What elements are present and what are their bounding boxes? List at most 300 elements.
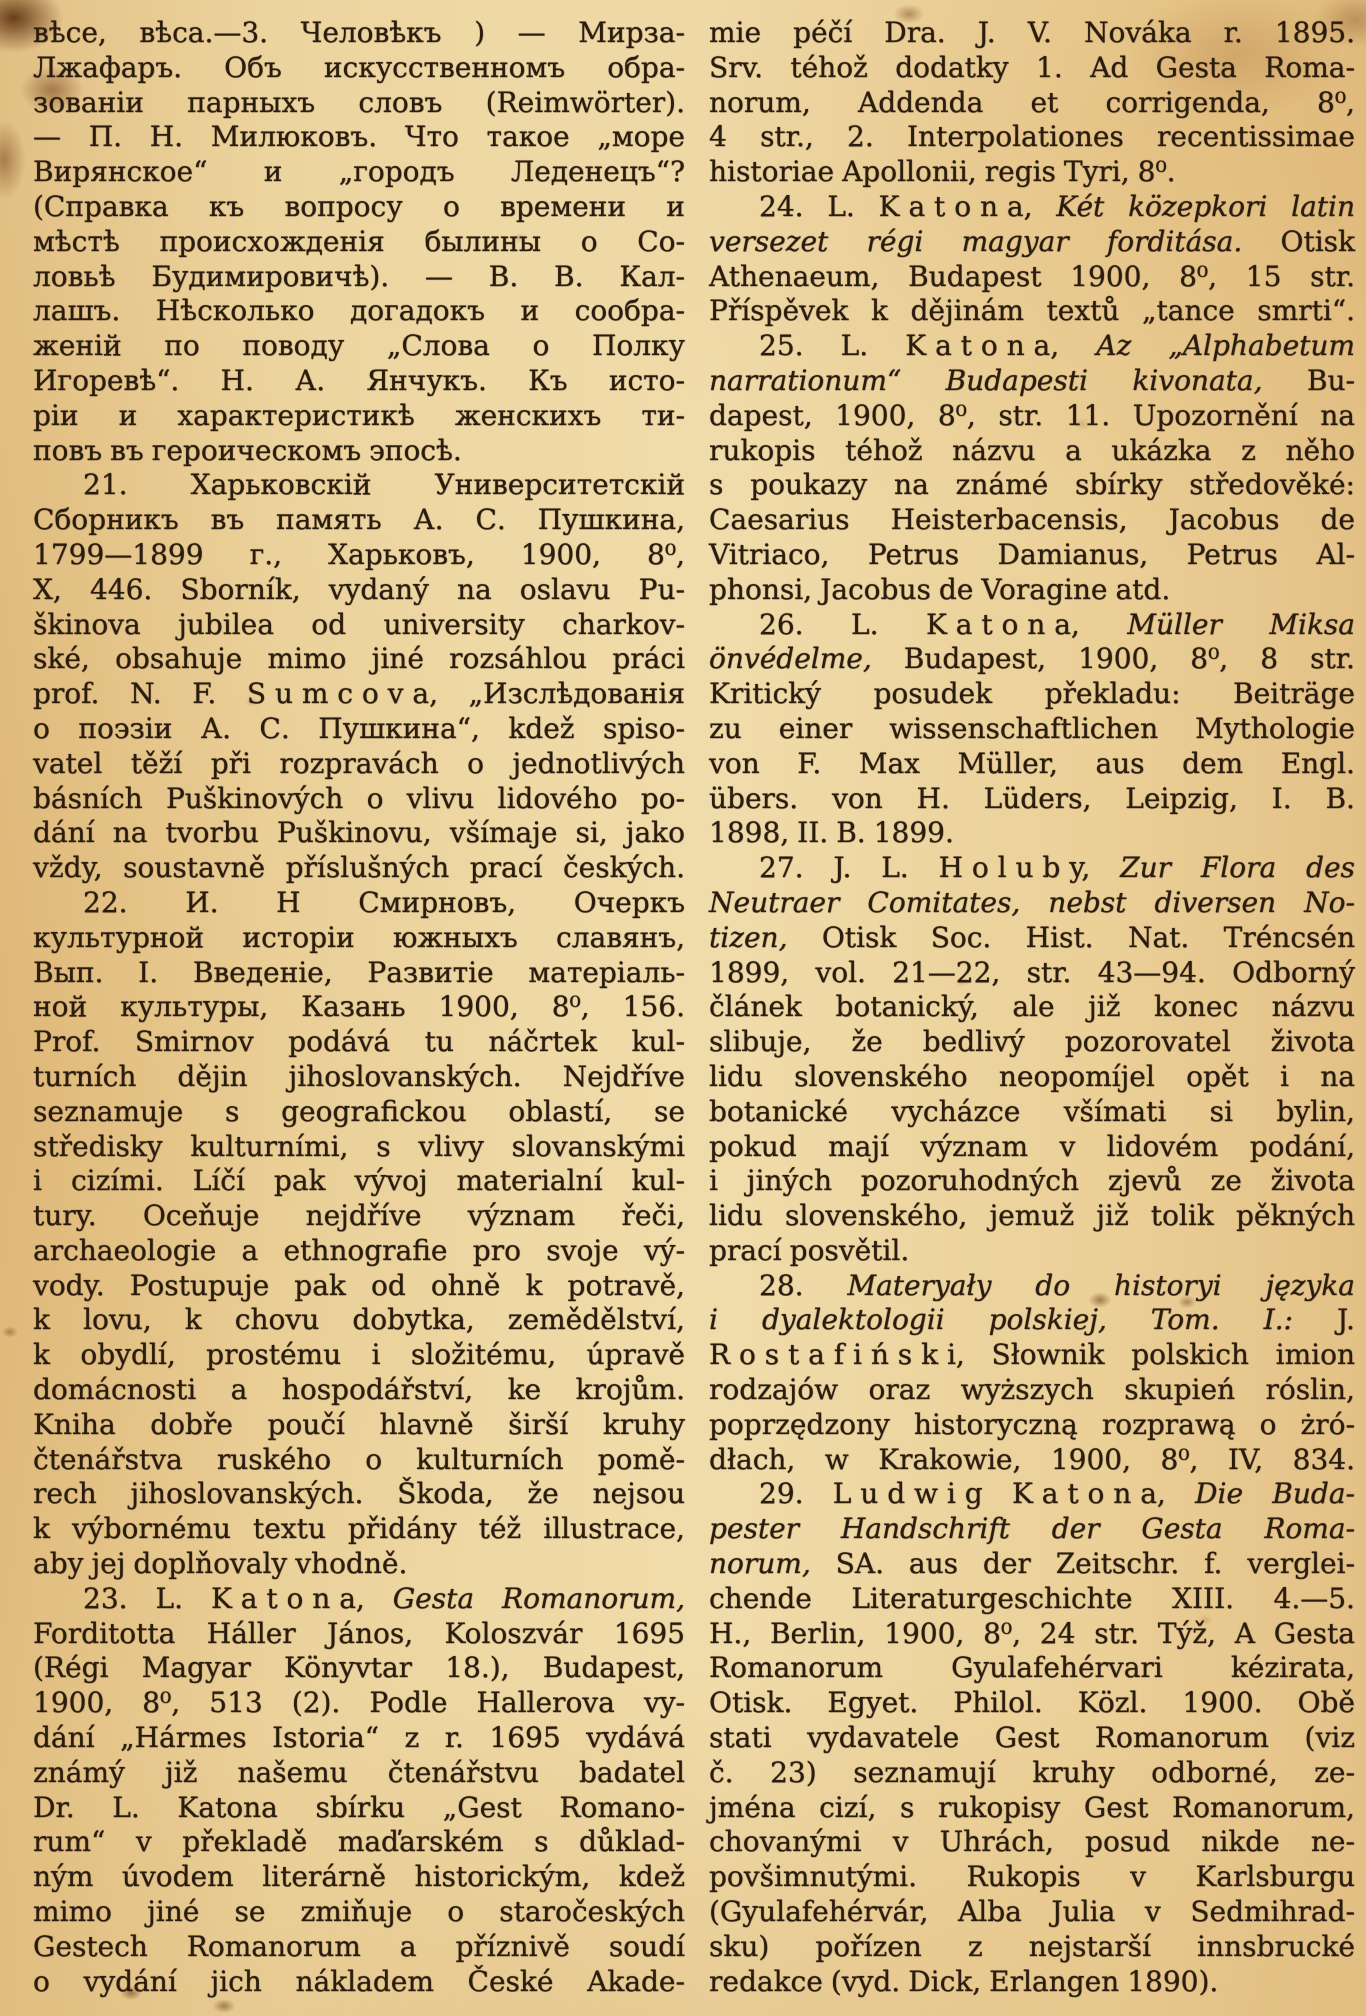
word: obydlí, xyxy=(80,1338,176,1372)
word: Philol. xyxy=(953,1686,1043,1720)
text-line xyxy=(709,1025,1355,1060)
word: L. xyxy=(851,607,879,641)
word: 8⁰, xyxy=(1179,259,1218,293)
word: českých. xyxy=(562,851,685,885)
text-line xyxy=(33,1686,685,1721)
word: Literaturgeschichte xyxy=(851,1581,1133,1615)
text-line xyxy=(709,86,1355,121)
word: podání, xyxy=(1249,1129,1355,1163)
word: Srv. xyxy=(709,50,763,84)
word: женскихъ xyxy=(454,398,602,432)
left-text-column xyxy=(33,16,685,1999)
word: Hist. xyxy=(1025,920,1094,954)
word: Леденецъ“? xyxy=(510,155,685,189)
word: Н. xyxy=(149,120,184,154)
word: se xyxy=(234,1895,266,1929)
word-italic: kivonata, xyxy=(1132,363,1263,397)
text-line xyxy=(33,1373,685,1408)
word: dłach, xyxy=(709,1442,796,1476)
word: Очеркъ xyxy=(573,885,685,919)
word: básních xyxy=(33,781,143,815)
word-italic: der xyxy=(1051,1512,1100,1546)
text-line xyxy=(33,329,685,364)
word: pak xyxy=(273,1164,326,1198)
word: А. xyxy=(200,711,231,745)
word: soudí xyxy=(608,1929,685,1963)
text-line xyxy=(709,608,1355,643)
word: Tréncsén xyxy=(1223,920,1355,954)
text-line xyxy=(33,1860,685,1895)
word: 2. xyxy=(847,120,874,154)
word: význam xyxy=(920,1129,1029,1163)
word: jména xyxy=(709,1790,796,1824)
word: вопросу xyxy=(284,189,403,223)
word: Введеніе, xyxy=(192,955,333,989)
word: Postupuje xyxy=(129,1268,270,1302)
word: vy- xyxy=(643,1686,685,1720)
word: о xyxy=(580,224,598,258)
word: oslavu xyxy=(519,572,611,606)
word: zemědělství, xyxy=(507,1303,685,1337)
word: Mythologie xyxy=(1195,711,1355,745)
word: rodzajów xyxy=(709,1373,839,1407)
text-line xyxy=(709,1234,1355,1269)
word: vydavatele xyxy=(807,1721,960,1755)
word: rech xyxy=(33,1477,97,1511)
word: i xyxy=(709,1164,718,1198)
text-line xyxy=(33,51,685,86)
word: i xyxy=(371,1338,381,1372)
word: о xyxy=(442,189,460,223)
word: Kritický xyxy=(709,677,821,711)
word: slovenského, xyxy=(785,1199,968,1233)
word: sku) xyxy=(709,1929,770,1963)
word: Gyulafehérvari xyxy=(951,1651,1163,1685)
word: 1900, xyxy=(1050,1442,1132,1476)
word: ze xyxy=(1210,1164,1242,1198)
word: mimo xyxy=(267,642,347,676)
word: Addenda xyxy=(857,85,984,119)
text-line xyxy=(33,1443,685,1478)
text-line xyxy=(33,816,685,851)
word: Ad xyxy=(1090,50,1129,84)
word: Petrus xyxy=(867,537,960,571)
word: Odborný xyxy=(1232,955,1355,989)
word: vlivy xyxy=(418,1129,484,1163)
word: 513 xyxy=(209,1686,263,1720)
word: vatel xyxy=(33,746,103,780)
word: Otisk xyxy=(821,920,897,954)
word: důklad- xyxy=(579,1825,685,1859)
word: вѣсе, xyxy=(33,16,107,49)
word: искусственномъ xyxy=(323,50,566,84)
word: botanické xyxy=(709,1094,848,1128)
word: spiso- xyxy=(602,711,685,745)
word: Игоревѣ“. xyxy=(33,363,180,397)
text-line xyxy=(709,677,1355,712)
word: Roma- xyxy=(1264,50,1355,84)
word: В. xyxy=(554,259,584,293)
word: 1900. xyxy=(1182,1686,1263,1720)
text-line xyxy=(33,294,685,329)
word: Казань xyxy=(301,990,406,1024)
word: мѣстѣ xyxy=(33,224,120,258)
word: Sborník, xyxy=(180,572,301,606)
word: chende xyxy=(709,1581,812,1615)
word: oraz xyxy=(868,1373,931,1407)
text-line xyxy=(709,851,1355,886)
word: phonsi, xyxy=(709,572,813,606)
word: N. xyxy=(130,677,162,711)
text-line xyxy=(709,1791,1355,1826)
word: Вирянское“ xyxy=(33,155,208,189)
word: róslin, xyxy=(1265,1373,1355,1407)
word: kézirata, xyxy=(1230,1651,1355,1685)
word: 1900, xyxy=(835,398,916,432)
text-line xyxy=(33,1756,685,1791)
word: И. xyxy=(185,885,219,919)
word: polskich xyxy=(1131,1338,1249,1372)
word: Egyet. xyxy=(827,1686,919,1720)
word: „море xyxy=(597,120,685,154)
word: Dr. xyxy=(33,1790,75,1824)
word: 1899. xyxy=(873,816,954,850)
word: K a t o n a, xyxy=(210,1581,365,1615)
text-line xyxy=(709,1512,1355,1547)
word: dějin xyxy=(177,1059,248,1093)
word: 1895. xyxy=(1274,16,1355,49)
word-italic: Materyały xyxy=(847,1268,992,1302)
word: v xyxy=(1059,1129,1076,1163)
text-line xyxy=(33,712,685,747)
word: Romanorum xyxy=(709,1651,884,1685)
word: (Reimwörter). xyxy=(485,85,685,119)
word: и xyxy=(118,398,138,432)
word: pomě- xyxy=(597,1442,685,1476)
word-italic: Müller xyxy=(1127,607,1222,641)
word: 1900, xyxy=(438,990,519,1024)
text-line xyxy=(33,747,685,782)
word: X, xyxy=(33,572,62,606)
word: kruhy xyxy=(602,1407,685,1441)
word: rukopis xyxy=(709,433,816,467)
word: R o s t a f i ń s k i, xyxy=(709,1338,965,1372)
word-italic: Handschrift xyxy=(840,1512,1010,1546)
word: s xyxy=(899,1790,915,1824)
word: vydání xyxy=(83,1964,177,1998)
word: str. xyxy=(1310,259,1355,293)
word: již xyxy=(164,1755,198,1789)
word: Romanorum, xyxy=(1172,1790,1355,1824)
word: Харьковскій xyxy=(190,468,372,502)
text-line xyxy=(709,434,1355,469)
text-line xyxy=(33,260,685,295)
word-italic: régi xyxy=(866,224,924,258)
word: str. xyxy=(1026,955,1072,989)
word: 23. xyxy=(83,1581,128,1615)
word: posvětil. xyxy=(789,1233,910,1267)
word: 18.), xyxy=(445,1651,510,1685)
text-line xyxy=(33,1930,685,1965)
word: pozorovatel xyxy=(1064,1025,1231,1059)
word: tolik xyxy=(1150,1199,1214,1233)
text-line xyxy=(33,155,685,190)
word: středisky xyxy=(33,1129,163,1163)
word-italic: Tom. xyxy=(1150,1303,1220,1337)
word: podává xyxy=(288,1025,391,1059)
text-line xyxy=(709,1756,1355,1791)
word-italic: magyar xyxy=(961,224,1069,258)
word: Romano- xyxy=(559,1790,685,1824)
text-line xyxy=(709,1443,1355,1478)
word: J. xyxy=(1336,1303,1355,1337)
word: že xyxy=(851,1025,883,1059)
word: Gest xyxy=(994,1721,1060,1755)
text-line xyxy=(33,1791,685,1826)
text-line xyxy=(33,503,685,538)
word: Athenaeum, xyxy=(709,259,880,293)
word: K a t o n a, xyxy=(925,607,1080,641)
word-italic: i xyxy=(709,1303,718,1337)
word: 8 xyxy=(1260,642,1279,676)
word: Petrus xyxy=(1186,537,1278,571)
word: dějinám xyxy=(910,294,1024,328)
word: wissenschaftlichen xyxy=(889,711,1159,745)
word: recentissimae xyxy=(1157,120,1355,154)
word: vhodně. xyxy=(295,1547,408,1581)
text-line xyxy=(33,86,685,121)
word: na xyxy=(456,572,492,606)
word: Вып. xyxy=(33,955,104,989)
word: zmiňuje xyxy=(300,1895,413,1929)
text-line xyxy=(33,1617,685,1652)
word: v xyxy=(135,1825,152,1859)
word: ohně xyxy=(430,1268,501,1302)
word: cizí, xyxy=(819,1790,877,1824)
word: 23) xyxy=(770,1755,817,1789)
word: str., xyxy=(760,120,814,154)
word: Университетскій xyxy=(434,468,685,502)
word: übers. xyxy=(709,781,799,815)
text-line xyxy=(709,642,1355,677)
text-line xyxy=(709,16,1355,51)
word: s xyxy=(224,1094,240,1128)
text-line xyxy=(709,921,1355,956)
word: IV, xyxy=(1227,1442,1264,1476)
word: v xyxy=(892,1825,909,1859)
word: F. xyxy=(192,677,217,711)
word: ethnografie xyxy=(283,1233,448,1267)
word: къ xyxy=(208,189,245,223)
word: поэзіи xyxy=(78,711,173,745)
word: lidu xyxy=(709,1059,763,1093)
text-line xyxy=(709,1617,1355,1652)
word: prací xyxy=(469,851,543,885)
word: tvorbu xyxy=(165,816,259,850)
word: při xyxy=(210,746,251,780)
word: Lüders, xyxy=(983,781,1092,815)
text-line xyxy=(709,190,1355,225)
word: historyczną xyxy=(913,1407,1078,1441)
word: našemu xyxy=(237,1755,348,1789)
word: 8⁰, xyxy=(142,1686,181,1720)
word: hlavně xyxy=(379,1407,474,1441)
word: bedlivý xyxy=(922,1025,1025,1059)
word: bylin, xyxy=(1276,1094,1355,1128)
word: historickým, xyxy=(414,1860,591,1894)
word: k xyxy=(33,1512,50,1546)
text-line xyxy=(33,1234,685,1269)
word: vý- xyxy=(643,1233,685,1267)
word: z xyxy=(1241,433,1256,467)
word: dobytka, xyxy=(352,1303,475,1337)
text-line xyxy=(709,1895,1355,1930)
word: vycházce xyxy=(891,1094,1021,1128)
word: Prof. xyxy=(33,1025,101,1059)
word: a xyxy=(1065,433,1082,467)
word: o xyxy=(447,1895,465,1929)
word: o xyxy=(33,1964,50,1998)
word: článek xyxy=(709,990,802,1024)
word: Karlsburgu xyxy=(1195,1860,1355,1894)
word: náčrtek xyxy=(488,1025,598,1059)
text-line xyxy=(709,1408,1355,1443)
word: k xyxy=(184,1303,202,1337)
word: že xyxy=(527,1477,559,1511)
word: догадокъ xyxy=(350,294,485,328)
word-italic: közepkori xyxy=(1128,189,1268,223)
word: Příspěvek xyxy=(709,294,849,328)
word: Budapest xyxy=(908,259,1042,293)
word: С. xyxy=(475,503,506,537)
word: Jacobus xyxy=(1168,503,1280,537)
word: nejsou xyxy=(592,1477,685,1511)
word: „Слова xyxy=(386,329,490,363)
word: dání xyxy=(33,1721,95,1755)
word: 8⁰, xyxy=(937,398,976,432)
word: slibuje, xyxy=(709,1025,812,1059)
text-line xyxy=(33,16,685,51)
word: Soc. xyxy=(930,920,992,954)
word: prof. xyxy=(33,677,100,711)
word: Nat. xyxy=(1127,920,1190,954)
word: 446. xyxy=(89,572,153,606)
word: Alba xyxy=(958,1895,1022,1929)
word: Лжафаръ. xyxy=(33,50,183,84)
text-line xyxy=(709,503,1355,538)
text-line xyxy=(33,1269,685,1304)
word: исто- xyxy=(608,363,685,397)
word: literárně xyxy=(262,1860,387,1894)
word-italic: Zur xyxy=(1120,851,1171,885)
word: škinova xyxy=(33,607,141,641)
word-italic: Miksa xyxy=(1269,607,1355,641)
word: Obě xyxy=(1297,1686,1355,1720)
word: der xyxy=(982,1547,1031,1581)
word: Könyvtar xyxy=(284,1651,413,1685)
word: ти- xyxy=(641,398,685,432)
text-line xyxy=(709,747,1355,782)
word: poučí xyxy=(267,1407,345,1441)
word: mají xyxy=(828,1129,889,1163)
word: jej xyxy=(91,1547,126,1581)
word: doplňovaly xyxy=(133,1547,288,1581)
word: 24 xyxy=(1039,1616,1076,1650)
text-line xyxy=(33,642,685,677)
word: А. xyxy=(295,363,326,397)
text-line xyxy=(33,886,685,921)
word: 1695 xyxy=(489,1721,561,1755)
word: chovanými xyxy=(709,1825,862,1859)
word: матеріаль- xyxy=(528,955,685,989)
word: (Régi xyxy=(33,1651,109,1685)
word: L. xyxy=(881,851,909,885)
word-italic: Romanorum, xyxy=(502,1581,685,1615)
word: Будимировичѣ). xyxy=(151,259,390,293)
word: Istoria“ xyxy=(272,1721,379,1755)
word-italic: diversen xyxy=(1154,885,1277,919)
word: 1695 xyxy=(613,1616,685,1650)
word: 25. xyxy=(759,329,804,363)
word-italic: latin xyxy=(1291,189,1355,223)
text-line xyxy=(33,1199,685,1234)
text-line xyxy=(709,1303,1355,1338)
word: въ xyxy=(210,503,245,537)
word: jubilea xyxy=(178,607,274,641)
text-line xyxy=(33,990,685,1025)
word: stati xyxy=(709,1721,772,1755)
word: такое xyxy=(486,120,570,154)
word: s xyxy=(376,1129,391,1163)
word: Podle xyxy=(369,1686,448,1720)
word-italic: Comitates, xyxy=(867,885,1021,919)
word: Közl. xyxy=(1077,1686,1148,1720)
word: str. xyxy=(998,398,1044,432)
text-line xyxy=(709,956,1355,991)
word: de xyxy=(1320,503,1355,537)
word: jednotlivých xyxy=(512,746,685,780)
text-line xyxy=(33,782,685,817)
text-line xyxy=(33,677,685,712)
word: 26. xyxy=(759,607,804,641)
word: opět xyxy=(1186,1059,1249,1093)
text-line xyxy=(709,399,1355,434)
word: jihoslovanských. xyxy=(288,1059,522,1093)
text-line xyxy=(33,434,685,469)
word: Н. xyxy=(220,363,254,397)
word: S u m c o v a, xyxy=(246,677,438,711)
word: 1890). xyxy=(1127,1964,1219,1998)
text-line xyxy=(33,1547,685,1582)
word: Полку xyxy=(591,329,685,363)
word: práci xyxy=(612,642,685,676)
word: żró- xyxy=(1300,1407,1355,1441)
word: зованіи xyxy=(33,85,144,119)
word: Puškinovu, xyxy=(276,816,432,850)
word: posud xyxy=(1085,1825,1171,1859)
word: konec xyxy=(1154,990,1239,1024)
word: I. xyxy=(138,955,159,989)
word: Uhrách, xyxy=(939,1825,1054,1859)
word-italic: Die xyxy=(1195,1477,1244,1511)
word: L u d w i g xyxy=(832,1477,983,1511)
word: mimo xyxy=(33,1895,112,1929)
text-line xyxy=(709,886,1355,921)
word: ne- xyxy=(1310,1825,1355,1859)
word: Янчукъ. xyxy=(366,363,487,397)
word-italic: nebst xyxy=(1048,885,1127,919)
text-line xyxy=(709,1965,1355,2000)
